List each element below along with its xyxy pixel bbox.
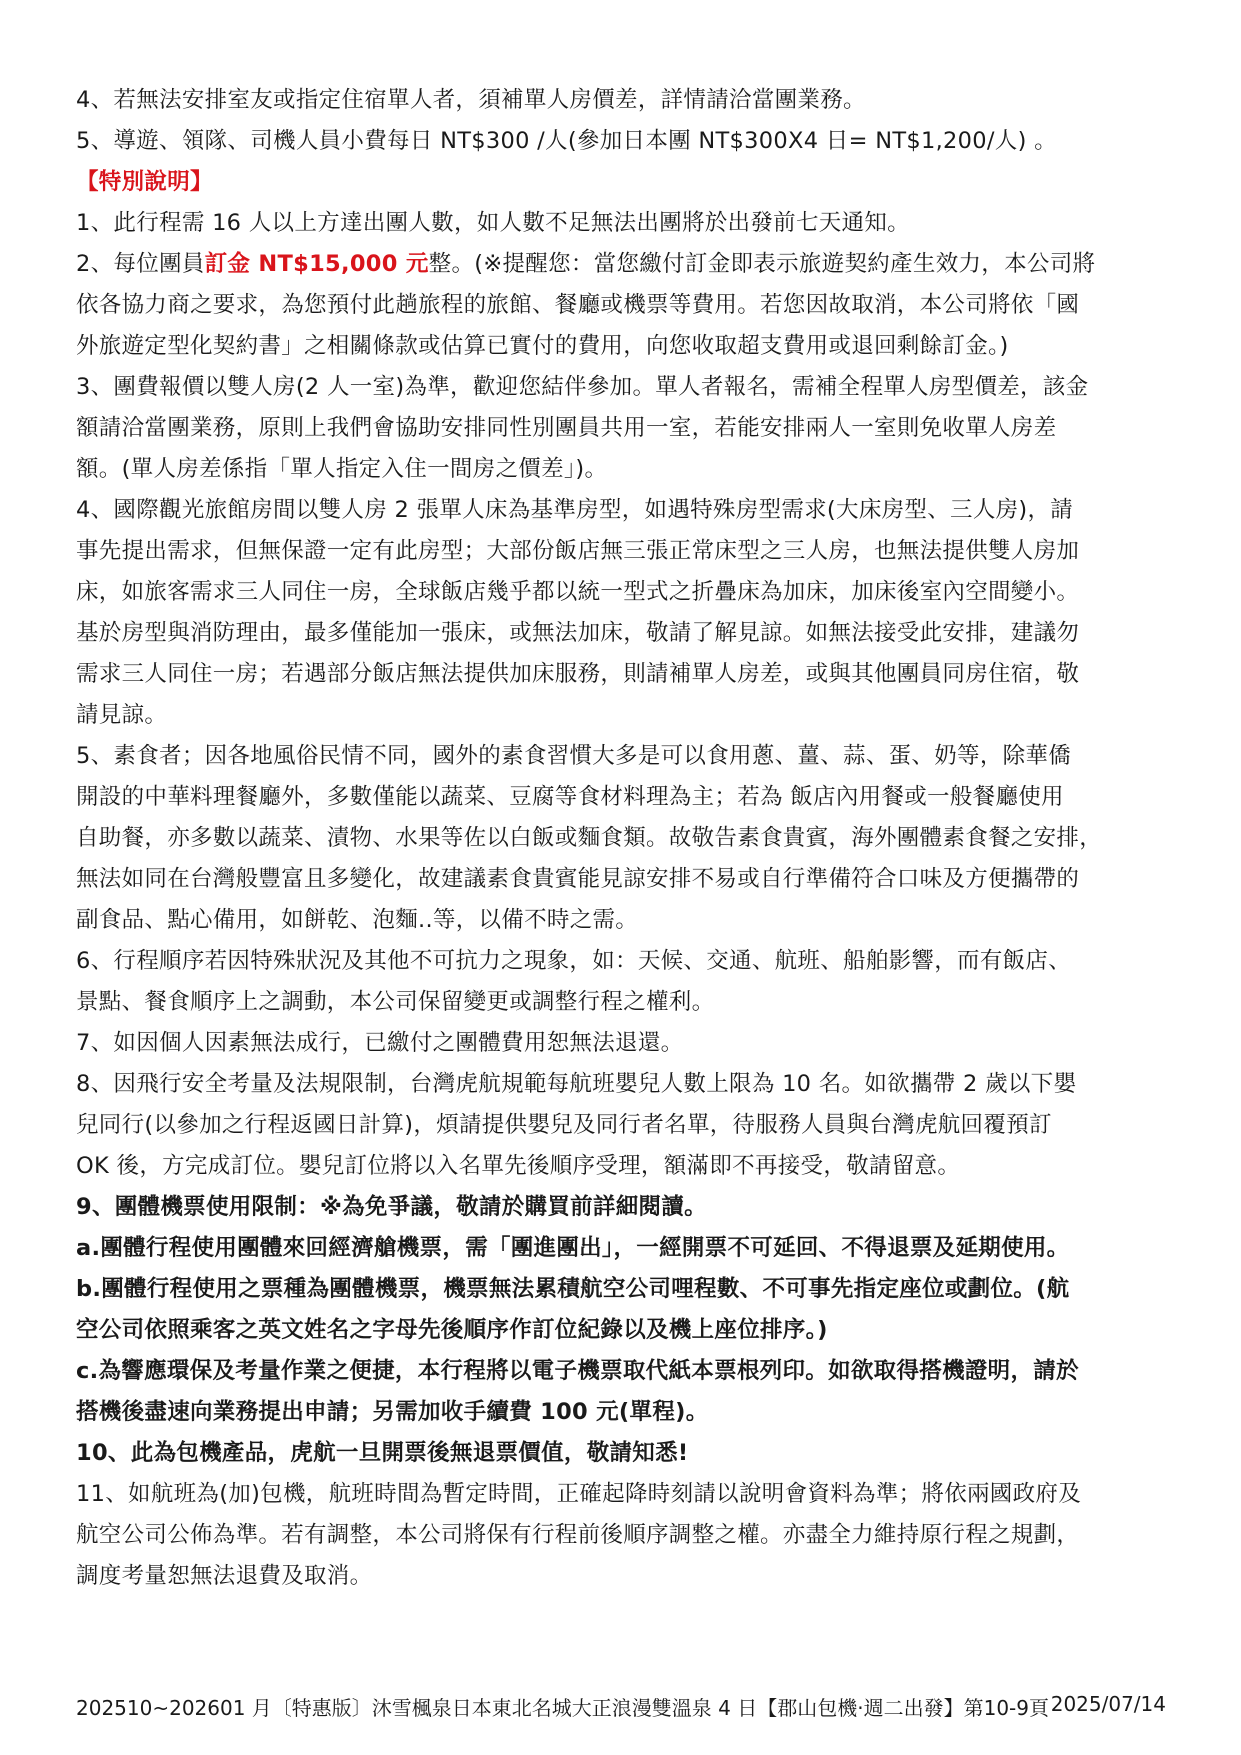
special-heading: 【特別說明】 <box>76 169 213 195</box>
special-item-5-line-1: 5、素食者；因各地風俗民情不同，國外的素食習慣大多是可以食用蔥、薑、蒜、蛋、奶等，除華僑 <box>76 743 1072 769</box>
special-item-1: 1、此行程需 16 人以上方達出團人數，如人數不足無法出團將於出發前七天通知。 <box>76 210 910 236</box>
special-item-7: 7、如因個人因素無法成行，已繳付之團體費用恕無法退還。 <box>76 1030 684 1056</box>
special-item-9-c-line-2: 搭機後盡速向業務提出申請；另需加收手續費 100 元(單程)。 <box>76 1399 709 1425</box>
special-item-4-line-2: 事先提出需求，但無保證一定有此房型；大部份飯店無三張正常床型之三人房，也無法提供雙人房加 <box>76 538 1080 564</box>
document-body <box>76 80 1166 1597</box>
note-item-4: 4、若無法安排室友或指定住宿單人者，須補單人房價差，詳情請洽當團業務。 <box>76 87 866 113</box>
special-item-6-line-2: 景點、餐食順序上之調動，本公司保留變更或調整行程之權利。 <box>76 989 715 1015</box>
special-item-4-line-5: 需求三人同住一房；若遇部分飯店無法提供加床服務，則請補單人房差，或與其他團員同房住宿，敬 <box>76 661 1080 687</box>
special-item-10: 10、此為包機產品，虎航一旦開票後無退票價值，敬請知悉! <box>76 1440 689 1466</box>
special-item-8-line-3: OK 後，方完成訂位。嬰兒訂位將以入名單先後順序受理，額滿即不再接受，敬請留意。 <box>76 1153 961 1179</box>
special-item-11-line-2: 航空公司公佈為準。若有調整，本公司將保有行程前後順序調整之權。亦盡全力維持原行程之規劃， <box>76 1522 1080 1548</box>
special-item-4-line-1: 4、國際觀光旅館房間以雙人房 2 張單人床為基準房型，如遇特殊房型需求(大床房型、三人房)，請 <box>76 497 1074 523</box>
page-footer <box>76 1692 1166 1721</box>
special-item-5-line-4: 無法如同在台灣般豐富且多變化，故建議素食貴賓能見諒安排不易或自行準備符合口味及方便攜帶的 <box>76 866 1080 892</box>
special-item-9-c-line-1: c.為響應環保及考量作業之便捷，本行程將以電子機票取代紙本票根列印。如欲取得搭機證明，請於 <box>76 1358 1079 1384</box>
special-item-2-rest: 整。(※提醒您：當您繳付訂金即表示旅遊契約產生效力，本公司將 <box>428 251 1096 277</box>
special-item-4-line-4: 基於房型與消防理由，最多僅能加一張床，或無法加床，敬請了解見諒。如無法接受此安排，建議勿 <box>76 620 1080 646</box>
special-item-9-b-line-2: 空公司依照乘客之英文姓名之字母先後順序作訂位紀錄以及機上座位排序。) <box>76 1317 828 1343</box>
special-item-11-line-3: 調度考量恕無法退費及取消。 <box>76 1563 373 1589</box>
special-item-9-b-line-1: b.團體行程使用之票種為團體機票，機票無法累積航空公司哩程數、不可事先指定座位或劃位。(航 <box>76 1276 1070 1302</box>
special-item-4-line-6: 請見諒。 <box>76 702 168 728</box>
footer-title: 202510~202601 月〔特惠版〕沐雪楓泉日本東北名城大正浪漫雙溫泉 4 日【郡山包機‧週二出發】第10-9頁 <box>76 1696 1049 1720</box>
special-item-2-line-1 <box>76 244 1166 285</box>
special-item-4-line-3: 床，如旅客需求三人同住一房，全球飯店幾乎都以統一型式之折疊床為加床，加床後室內空間變小。 <box>76 579 1080 605</box>
special-item-2-line-3: 外旅遊定型化契約書」之相關條款或估算已實付的費用，向您收取超支費用或退回剩餘訂金。) <box>76 333 1009 359</box>
special-item-9-a: a.團體行程使用團體來回經濟艙機票，需「團進團出」，一經開票不可延回、不得退票及延期使用。 <box>76 1235 1070 1261</box>
special-item-3-line-1: 3、團費報價以雙人房(2 人一室)為準，歡迎您結伴參加。單人者報名，需補全程單人房型價差，該金 <box>76 374 1089 400</box>
special-item-9-title: 9、團體機票使用限制：※為免爭議，敬請於購買前詳細閱讀。 <box>76 1194 707 1220</box>
special-item-3-line-3: 額。(單人房差係指「單人指定入住一間房之價差」)。 <box>76 456 608 482</box>
special-item-8-line-2: 兒同行(以參加之行程返國日計算)，煩請提供嬰兒及同行者名單，待服務人員與台灣虎航回覆預訂 <box>76 1112 1052 1138</box>
footer-date: 2025/07/14 <box>1050 1692 1166 1716</box>
special-item-3-line-2: 額請洽當團業務，原則上我們會協助安排同性別團員共用一室，若能安排兩人一室則免收單人房差 <box>76 415 1057 441</box>
special-item-11-line-1: 11、如航班為(加)包機，航班時間為暫定時間，正確起降時刻請以說明會資料為準；將依兩國政府及 <box>76 1481 1081 1507</box>
special-item-8-line-1: 8、因飛行安全考量及法規限制，台灣虎航規範每航班嬰兒人數上限為 10 名。如欲攜帶 2 歲以下嬰 <box>76 1071 1077 1097</box>
special-item-5-line-3: 自助餐，亦多數以蔬菜、漬物、水果等佐以白飯或麵食類。故敬告素食貴賓，海外團體素食餐之安排， <box>76 825 1103 851</box>
note-item-5: 5、導遊、領隊、司機人員小費每日 NT$300 /人(參加日本團 NT$300X4 日= NT$1,200/人) 。 <box>76 128 1057 154</box>
special-item-2-prefix: 2、每位團員 <box>76 251 205 277</box>
deposit-amount: 訂金 NT$15,000 元 <box>204 251 429 277</box>
special-item-6-line-1: 6、行程順序若因特殊狀況及其他不可抗力之現象，如：天候、交通、航班、船舶影響，而有飯店、 <box>76 948 1072 974</box>
special-item-2-line-2: 依各協力商之要求，為您預付此趟旅程的旅館、餐廳或機票等費用。若您因故取消，本公司將依「國 <box>76 292 1080 318</box>
special-item-5-line-5: 副食品、點心備用，如餅乾、泡麵..等，以備不時之需。 <box>76 907 639 933</box>
special-item-5-line-2: 開設的中華料理餐廳外，多數僅能以蔬菜、豆腐等食材料理為主；若為 飯店內用餐或一般餐廳使用 <box>76 784 1064 810</box>
